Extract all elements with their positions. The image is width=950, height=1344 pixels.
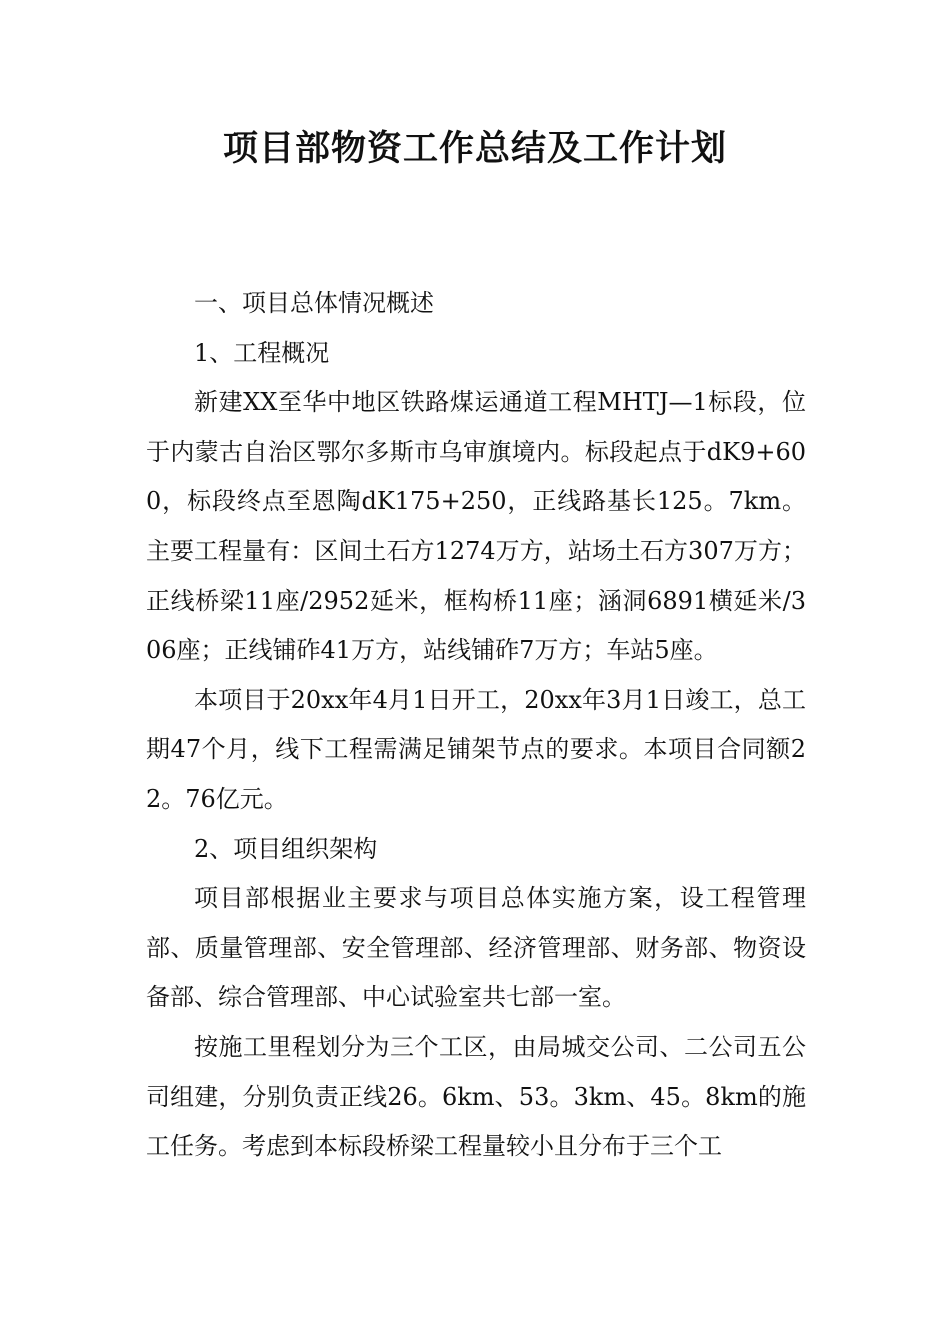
subsection-heading-project-overview: 1、工程概况 (194, 338, 330, 367)
subsection-heading-organization: 2、项目组织架构 (194, 834, 378, 863)
section-heading-overview: 一、项目总体情况概述 (194, 289, 434, 317)
paragraph-project-description: 新建XX至华中地区铁路煤运通道工程MHTJ—1标段，位于内蒙古自治区鄂尔多斯市乌审旗境内。标段起点于dK9+600，标段终点至恩陶dK175+250，正线路基长125。7km。主要工程量有：区间土石方1274万方，站场土石方307万方；正线桥梁11座/2952延米，框构桥11座；涵洞6891横延米/306座；正线铺砟41万方，站线铺砟7万方；车站5座。 (146, 388, 806, 665)
paragraph-work-areas: 按施工里程划分为三个工区，由局城交公司、二公司五公司组建，分别负责正线26。6km、53。3km、45。8km的施工任务。考虑到本标段桥梁工程量较小且分布于三个工 (146, 1032, 806, 1161)
document-title: 项目部物资工作总结及工作计划 (222, 129, 727, 169)
paragraph-schedule-and-contract: 本项目于20xx年4月1日开工，20xx年3月1日竣工，总工期47个月，线下工程需满足铺架节点的要求。本项目合同额22。76亿元。 (146, 685, 806, 813)
document-body (146, 279, 806, 1172)
paragraph-departments: 项目部根据业主要求与项目总体实施方案，设工程管理部、质量管理部、安全管理部、经济管理部、财务部、物资设备部、综合管理部、中心试验室共七部一室。 (146, 884, 806, 1012)
